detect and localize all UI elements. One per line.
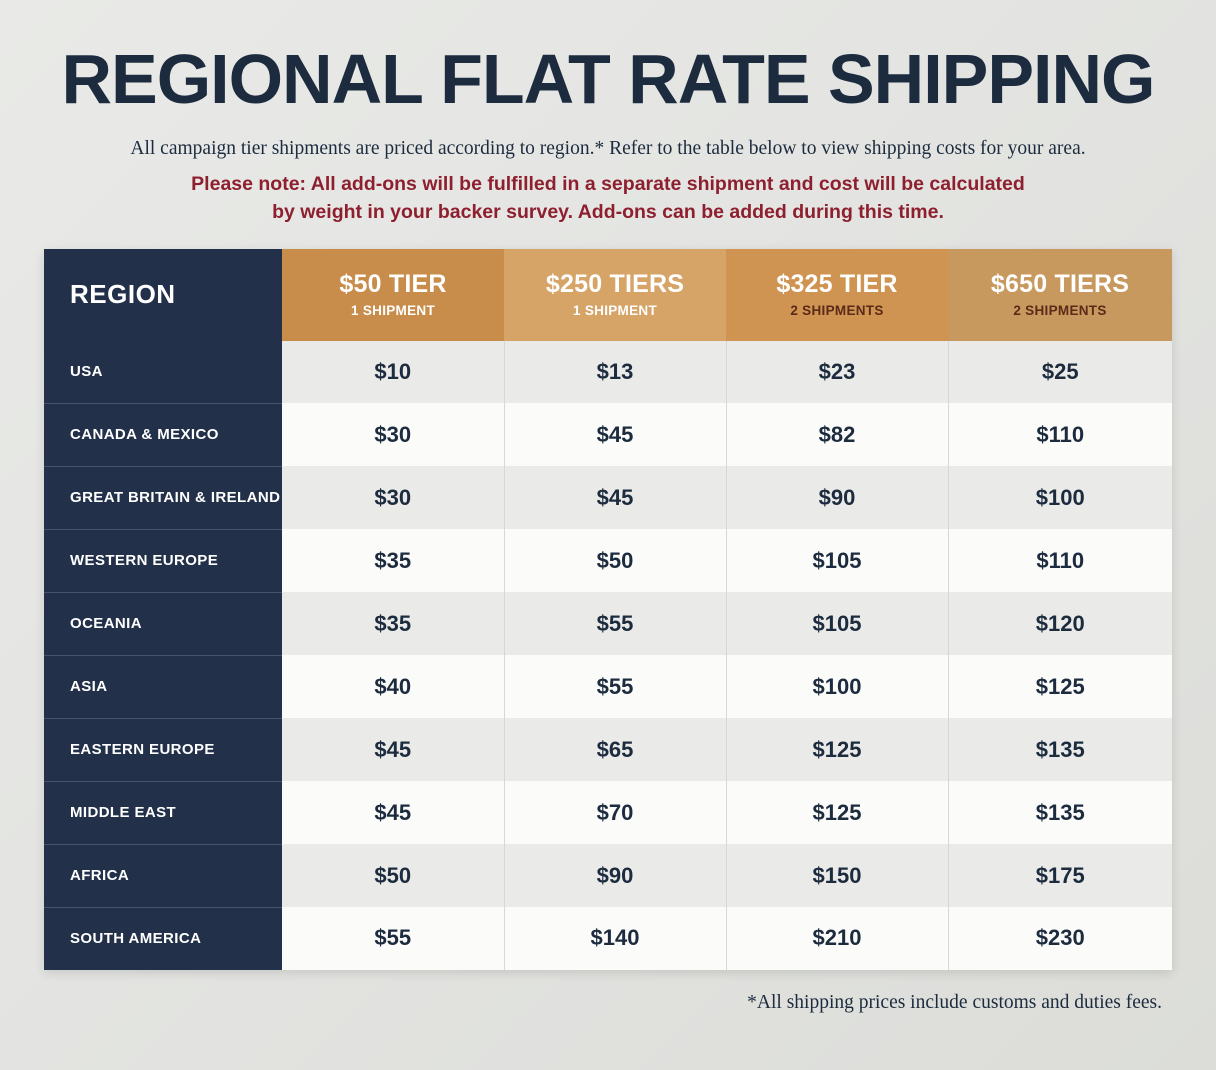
region-label: CANADA & MEXICO (44, 403, 282, 466)
rate-cell: $82 (726, 403, 948, 466)
rate-cell: $110 (948, 529, 1172, 592)
rate-cell: $30 (282, 466, 504, 529)
subtitle-text: All campaign tier shipments are priced according to region.* Refer to the table below to view shipping costs for your area. (130, 138, 1086, 159)
rate-cell: $13 (504, 341, 726, 404)
table-row (44, 466, 1172, 529)
rate-cell: $50 (282, 844, 504, 907)
rate-cell: $105 (726, 592, 948, 655)
region-label: ASIA (44, 655, 282, 718)
table-row (44, 592, 1172, 655)
rate-cell: $45 (504, 403, 726, 466)
rate-cell: $30 (282, 403, 504, 466)
rate-cell: $100 (726, 655, 948, 718)
rate-cell: $55 (282, 907, 504, 970)
region-label: MIDDLE EAST (44, 781, 282, 844)
rate-cell: $135 (948, 781, 1172, 844)
region-label: AFRICA (44, 844, 282, 907)
column-header-tier-1-title: $50 TIER (339, 270, 447, 299)
column-header-tier-2-title: $250 TIERS (545, 270, 685, 299)
rate-table-container (44, 249, 1172, 970)
rate-cell: $70 (504, 781, 726, 844)
table-row (44, 529, 1172, 592)
table-row (44, 781, 1172, 844)
region-label: GREAT BRITAIN & IRELAND (44, 466, 282, 529)
region-label: EASTERN EUROPE (44, 718, 282, 781)
column-header-tier-2-sub: 1 SHIPMENT (572, 302, 657, 318)
column-header-region: REGION (44, 249, 282, 341)
region-label: WESTERN EUROPE (44, 529, 282, 592)
rate-cell: $90 (504, 844, 726, 907)
rate-cell: $140 (504, 907, 726, 970)
column-header-tier-3 (726, 249, 948, 341)
rate-cell: $105 (726, 529, 948, 592)
rate-cell: $55 (504, 655, 726, 718)
add-on-note-line-2: by weight in your backer survey. Add-ons can be added during this time. (272, 201, 944, 224)
rate-cell: $110 (948, 403, 1172, 466)
column-header-tier-3-sub: 2 SHIPMENTS (790, 302, 884, 318)
region-label: USA (44, 341, 282, 404)
rate-cell: $35 (282, 592, 504, 655)
table-row (44, 403, 1172, 466)
rate-cell: $45 (282, 718, 504, 781)
rate-cell: $10 (282, 341, 504, 404)
rate-cell: $23 (726, 341, 948, 404)
rate-cell: $120 (948, 592, 1172, 655)
rate-cell: $125 (726, 718, 948, 781)
column-header-tier-4 (948, 249, 1172, 341)
rate-cell: $150 (726, 844, 948, 907)
region-label: SOUTH AMERICA (44, 907, 282, 970)
table-header-row (44, 249, 1172, 341)
table-row (44, 718, 1172, 781)
rate-cell: $135 (948, 718, 1172, 781)
rate-cell: $55 (504, 592, 726, 655)
rate-cell: $65 (504, 718, 726, 781)
rate-cell: $45 (504, 466, 726, 529)
column-header-tier-1-sub: 1 SHIPMENT (350, 302, 435, 318)
table-row (44, 341, 1172, 404)
column-header-tier-2 (504, 249, 726, 341)
rate-cell: $50 (504, 529, 726, 592)
rate-cell: $25 (948, 341, 1172, 404)
rate-cell: $125 (948, 655, 1172, 718)
rate-table-head (44, 249, 1172, 341)
column-header-tier-4-title: $650 TIERS (990, 270, 1130, 299)
page-title: REGIONAL FLAT RATE SHIPPING (61, 40, 1155, 118)
rate-cell: $125 (726, 781, 948, 844)
rate-table (44, 249, 1172, 970)
add-on-note (44, 170, 1172, 227)
rate-cell: $40 (282, 655, 504, 718)
column-header-tier-1 (282, 249, 504, 341)
table-row (44, 655, 1172, 718)
column-header-tier-4-sub: 2 SHIPMENTS (1013, 302, 1107, 318)
rate-cell: $90 (726, 466, 948, 529)
table-row (44, 907, 1172, 970)
rate-cell: $230 (948, 907, 1172, 970)
rate-cell: $45 (282, 781, 504, 844)
rate-cell: $175 (948, 844, 1172, 907)
region-label: OCEANIA (44, 592, 282, 655)
rate-cell: $35 (282, 529, 504, 592)
rate-cell: $210 (726, 907, 948, 970)
footnote-text: *All shipping prices include customs and duties fees. (747, 991, 1162, 1013)
add-on-note-line-1: Please note: All add-ons will be fulfilled in a separate shipment and cost will be calculated (191, 173, 1025, 195)
rate-table-body (44, 341, 1172, 970)
table-row (44, 844, 1172, 907)
column-header-tier-3-title: $325 TIER (776, 270, 898, 299)
rate-cell: $100 (948, 466, 1172, 529)
